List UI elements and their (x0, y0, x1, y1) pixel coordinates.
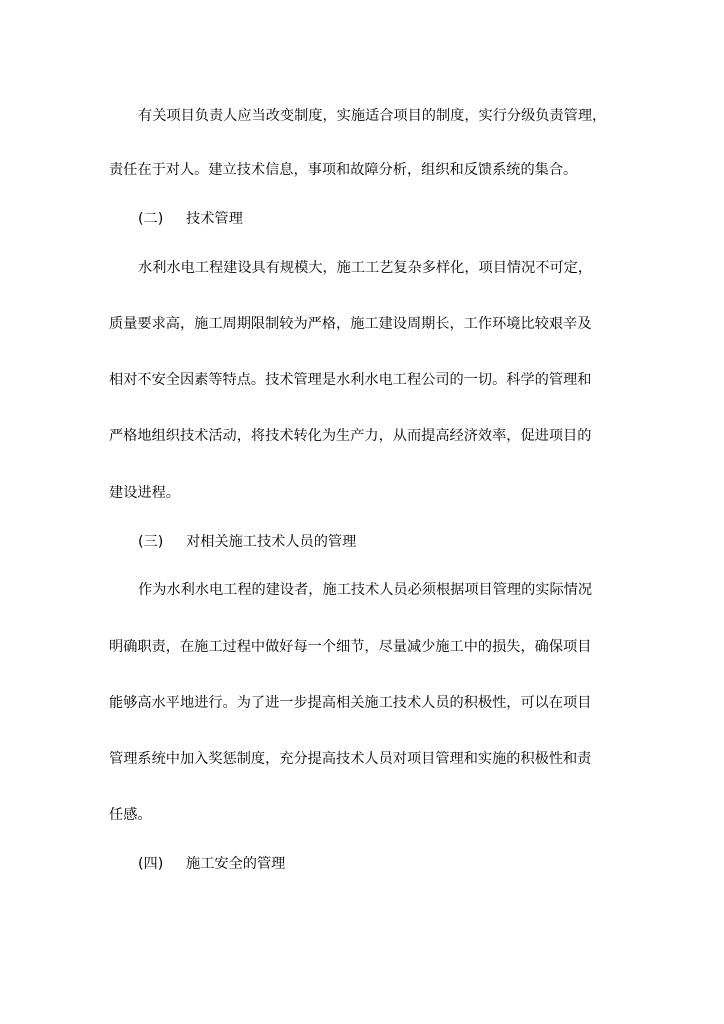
section-number: (四) (138, 856, 164, 872)
paragraph-line: 有关项目负责人应当改变制度，实施适合项目的制度，实行分级负责管理， (138, 108, 607, 124)
section-heading (138, 854, 285, 874)
paragraph-line: 建设进程。 (109, 485, 180, 501)
paragraph-line: 任感。 (109, 807, 152, 823)
section-heading (138, 209, 243, 229)
paragraph-line: 能够高水平地进行。为了进一步提高相关施工技术人员的积极性，可以在项目 (109, 695, 592, 711)
paragraph-line: 明确职责，在施工过程中做好每一个细节，尽量减少施工中的损失，确保项目 (109, 639, 592, 655)
section-number: (三) (138, 534, 164, 550)
paragraph-line: 相对不安全因素等特点。技术管理是水利水电工程公司的一切。科学的管理和 (109, 372, 592, 388)
section-title: 对相关施工技术人员的管理 (186, 534, 357, 550)
paragraph-line: 责任在于对人。建立技术信息，事项和故障分析，组织和反馈系统的集合。 (109, 162, 578, 178)
paragraph-line: 管理系统中加入奖惩制度，充分提高技术人员对项目管理和实施的积极性和责 (109, 751, 592, 767)
section-title: 技术管理 (186, 211, 243, 227)
paragraph-line: 严格地组织技术活动，将技术转化为生产力，从而提高经济效率，促进项目的 (109, 428, 592, 444)
paragraph-line: 水利水电工程建设具有规模大，施工工艺复杂多样化，项目情况不可定， (138, 260, 593, 276)
paragraph-line: 作为水利水电工程的建设者，施工技术人员必须根据项目管理的实际情况 (138, 582, 593, 598)
paragraph-line: 质量要求高，施工周期限制较为严格，施工建设周期长，工作环境比较艰辛及 (109, 316, 592, 332)
section-heading (138, 532, 356, 552)
section-title: 施工安全的管理 (186, 856, 286, 872)
section-number: (二) (138, 211, 164, 227)
